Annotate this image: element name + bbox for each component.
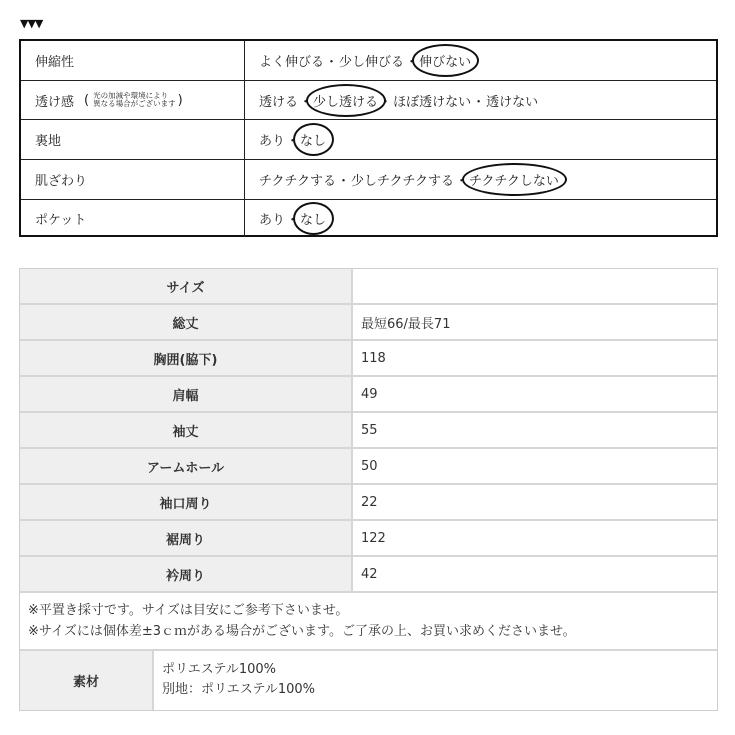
size-label: 裾周り	[20, 521, 353, 555]
spec-option: よく伸びる	[259, 55, 325, 70]
spec-option: 少しチクチクする	[350, 174, 454, 189]
size-value: 55	[361, 422, 378, 438]
size-row	[20, 269, 717, 305]
spec-label: 肌ざわり	[21, 160, 245, 199]
size-value: 50	[361, 458, 378, 474]
section-arrows: ▼▼▼	[20, 17, 43, 30]
option-separator: ・	[325, 55, 339, 70]
selected-option: なし	[300, 130, 326, 149]
material-row	[20, 651, 717, 710]
material-value: ポリエステル100% 別地：ポリエステル100%	[162, 662, 315, 697]
spec-row-stretch	[21, 41, 716, 81]
size-row	[20, 377, 717, 413]
spec-label: 伸縮性	[21, 41, 245, 80]
material-label: 素材	[20, 651, 154, 710]
spec-option: 透けない	[486, 94, 539, 110]
option-separator: ・	[454, 174, 468, 189]
spec-label: 透け感	[35, 94, 75, 110]
selected-option: なし	[300, 209, 326, 228]
size-label: 総丈	[20, 305, 353, 339]
option-separator: ・	[286, 134, 300, 149]
size-value: 最短66/最長71	[361, 316, 451, 332]
option-separator: ・	[299, 94, 313, 110]
size-value: 49	[361, 386, 378, 402]
size-row	[20, 521, 717, 557]
size-row	[20, 341, 717, 377]
option-separator: ・	[472, 94, 486, 110]
selected-option: 伸びない	[419, 51, 471, 70]
size-row	[20, 557, 717, 593]
spec-row-lining	[21, 120, 716, 160]
size-row	[20, 305, 717, 341]
sheerness-note: 光の加減や環境により 異なる場合がございます	[93, 91, 176, 108]
size-label: 袖口周り	[20, 485, 353, 519]
size-label: サイズ	[20, 269, 353, 303]
size-label: アームホール	[20, 449, 353, 483]
option-separator: ・	[405, 55, 419, 70]
size-row	[20, 413, 717, 449]
size-value: 122	[361, 530, 386, 546]
size-value: 118	[361, 350, 386, 366]
spec-row-pocket	[21, 200, 716, 237]
spec-option: 少し伸びる	[339, 55, 405, 70]
spec-option: ほぼ透けない	[393, 94, 472, 110]
spec-row-sheerness	[21, 81, 716, 120]
option-separator: ・	[336, 174, 350, 189]
spec-option: あり	[259, 213, 286, 228]
selected-option: チクチクしない	[469, 170, 559, 189]
spec-options	[259, 200, 326, 237]
size-row	[20, 449, 717, 485]
note-line: ※サイズには個体差±3ｃｍがある場合がございます。ご了承の上、お買い求めくださいませ。	[28, 624, 576, 639]
spec-option: あり	[259, 134, 286, 149]
selected-option: 少し透ける	[313, 91, 378, 110]
spec-label: ポケット	[21, 200, 245, 237]
option-separator: ・	[379, 94, 393, 110]
size-value: 42	[361, 566, 378, 582]
spec-option: チクチクする	[259, 174, 336, 189]
size-value	[353, 269, 717, 303]
fabric-spec-table	[19, 39, 718, 237]
spec-row-texture	[21, 160, 716, 200]
spec-options	[259, 160, 559, 199]
note-line: ※平置き採寸です。サイズは目安にご参考下さいませ。	[28, 603, 349, 618]
spec-label: 裏地	[21, 120, 245, 159]
spec-label-sheerness: 透け感 ( 光の加減や環境により 異なる場合がございます )	[21, 81, 245, 119]
spec-options	[259, 81, 538, 119]
size-label: 胸囲(脇下)	[20, 341, 353, 375]
spec-options	[259, 41, 471, 80]
size-row	[20, 485, 717, 521]
size-value: 22	[361, 494, 378, 510]
size-label: 肩幅	[20, 377, 353, 411]
spec-options	[259, 120, 326, 159]
option-separator: ・	[286, 213, 300, 228]
size-label: 袖丈	[20, 413, 353, 447]
size-label: 衿周り	[20, 557, 353, 591]
measurement-notes	[20, 593, 717, 651]
size-table	[19, 268, 718, 711]
spec-option: 透ける	[259, 94, 299, 110]
